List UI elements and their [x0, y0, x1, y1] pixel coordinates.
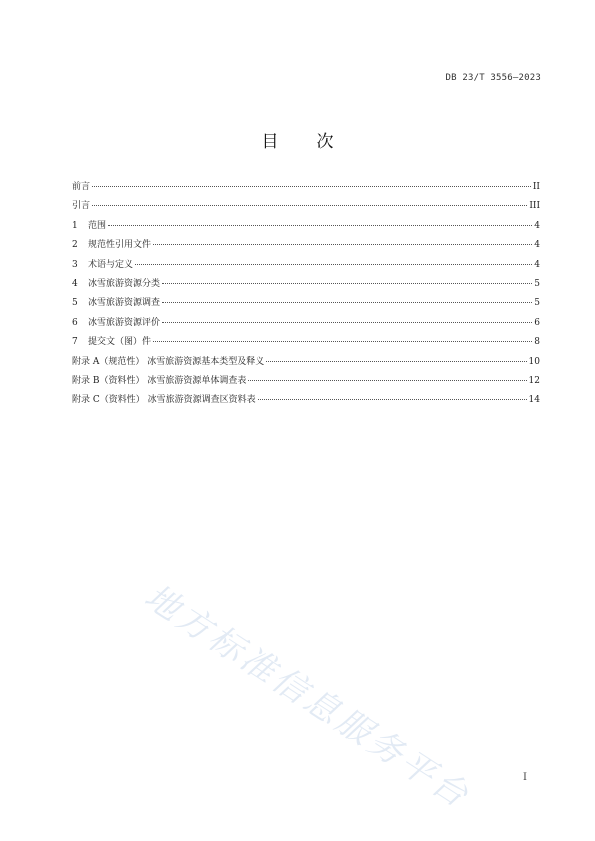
toc-entry-label: 冰雪旅游资源分类	[88, 278, 161, 289]
toc-entry-terms-definitions[interactable]	[72, 259, 540, 278]
toc-entry-page: 5	[534, 278, 540, 289]
table-of-contents	[72, 181, 540, 414]
toc-entry-page: 4	[534, 259, 540, 270]
toc-entry-page: 8	[534, 337, 540, 348]
toc-leader-dots	[266, 361, 526, 362]
toc-title	[0, 127, 595, 152]
toc-entry-appendix-a[interactable]	[72, 356, 540, 375]
document-code: DB 23/T 3556—2023	[445, 73, 541, 83]
toc-leader-dots	[153, 244, 532, 245]
toc-entry-page: 6	[534, 317, 540, 328]
toc-leader-dots	[92, 205, 527, 206]
toc-entry-number: 5	[72, 298, 78, 309]
toc-leader-dots	[162, 283, 532, 284]
toc-entry-page: 4	[534, 220, 540, 231]
toc-entry-submission[interactable]	[72, 336, 540, 355]
toc-entry-appendix-c[interactable]	[72, 394, 540, 413]
toc-entry-page: 12	[528, 375, 540, 386]
toc-entry-introduction[interactable]	[72, 200, 540, 219]
toc-leader-dots	[258, 399, 527, 400]
page-number: I	[523, 772, 527, 783]
toc-leader-dots	[135, 264, 532, 265]
toc-title-char-1: 目	[261, 132, 279, 152]
toc-leader-dots	[92, 186, 531, 187]
toc-entry-number: 4	[72, 278, 78, 289]
toc-entry-page: 5	[534, 298, 540, 309]
toc-entry-page: 10	[528, 356, 540, 367]
toc-entry-label: 提交文（图）件	[88, 337, 152, 348]
toc-leader-dots	[153, 341, 532, 342]
toc-entry-foreword[interactable]	[72, 181, 540, 200]
toc-entry-page: 14	[528, 395, 540, 406]
toc-entry-label: 术语与定义	[88, 259, 134, 270]
toc-entry-label: 引言	[72, 201, 91, 212]
toc-entry-number: 7	[72, 337, 78, 348]
toc-entry-evaluation[interactable]	[72, 317, 540, 336]
toc-entry-label: 范围	[88, 220, 107, 231]
toc-entry-number: 2	[72, 240, 78, 251]
toc-entry-label: 冰雪旅游资源调查	[88, 298, 161, 309]
toc-entry-scope[interactable]	[72, 220, 540, 239]
toc-entry-survey[interactable]	[72, 297, 540, 316]
toc-entry-label: 规范性引用文件	[88, 240, 152, 251]
toc-entry-label: 附录 B（资料性） 冰雪旅游资源单体调查表	[72, 375, 247, 386]
toc-entry-label: 附录 C（资料性） 冰雪旅游资源调查区资料表	[72, 395, 256, 406]
toc-entry-label: 附录 A（规范性） 冰雪旅游资源基本类型及释义	[72, 356, 265, 367]
toc-title-char-2: 次	[316, 132, 334, 152]
toc-leader-dots	[162, 302, 532, 303]
toc-leader-dots	[108, 225, 532, 226]
toc-entry-number: 1	[72, 220, 78, 231]
toc-leader-dots	[162, 322, 532, 323]
toc-entry-number: 3	[72, 259, 78, 270]
toc-entry-label: 前言	[72, 182, 91, 192]
toc-entry-appendix-b[interactable]	[72, 375, 540, 394]
toc-entry-classification[interactable]	[72, 278, 540, 297]
toc-entry-page: II	[532, 182, 540, 192]
toc-entry-page: III	[529, 201, 540, 212]
toc-entry-label: 冰雪旅游资源评价	[88, 317, 161, 328]
toc-entry-page: 4	[534, 240, 540, 251]
toc-leader-dots	[248, 380, 526, 381]
toc-entry-normative-references[interactable]	[72, 239, 540, 258]
watermark-text: 地方标准信息服务平台	[137, 576, 478, 818]
toc-entry-number: 6	[72, 317, 78, 328]
